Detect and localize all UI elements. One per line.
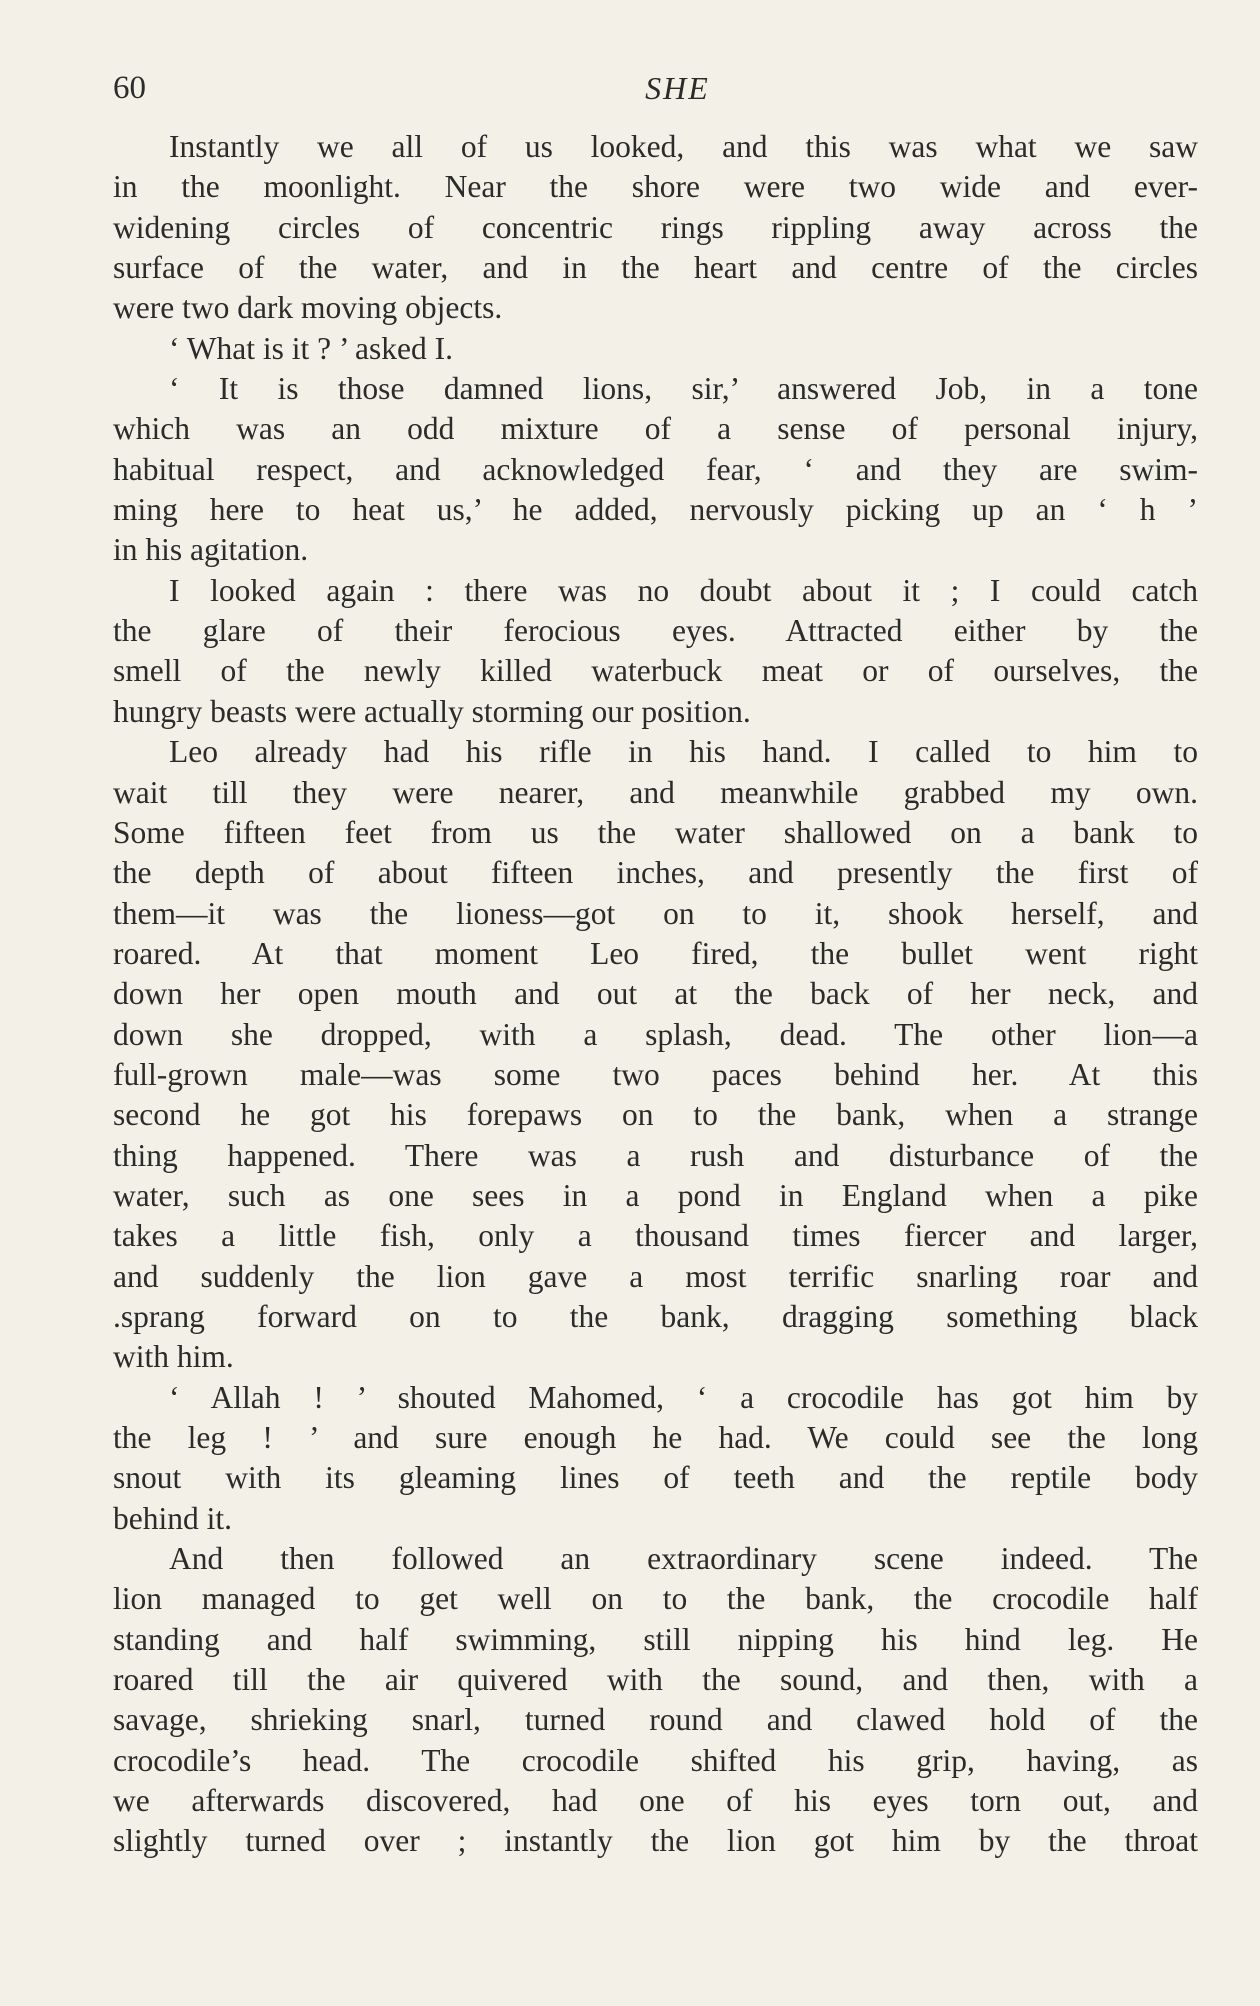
- text-line: savage, shrieking snarl, turned round and clawed hold of the: [113, 1702, 1198, 1738]
- text-line: smell of the newly killed waterbuck meat or of ourselves, the: [113, 653, 1198, 689]
- text-line: ‘ It is those damned lions, sir,’ answered Job, in a tone: [169, 371, 1198, 407]
- text-line: I looked again : there was no doubt about it ; I could catch: [169, 572, 1198, 608]
- text-line: full-grown male—was some two paces behind her. At this: [113, 1056, 1198, 1092]
- text-line: habitual respect, and acknowledged fear, ‘ and they are swim-: [113, 451, 1198, 487]
- text-line: Instantly we all of us looked, and this was what we saw: [169, 129, 1198, 164]
- text-line: lion managed to get well on to the bank, the crocodile half: [113, 1581, 1198, 1617]
- text-line: down her open mouth and out at the back of her neck, and: [113, 976, 1198, 1012]
- text-line: surface of the water, and in the heart and centre of the circles: [113, 250, 1198, 286]
- text-line: ming here to heat us,’ he added, nervously picking up an ‘ h ’: [113, 492, 1198, 528]
- page-number: 60: [113, 70, 146, 106]
- text-line: water, such as one sees in a pond in England when a pike: [113, 1177, 1198, 1213]
- text-line: .sprang forward on to the bank, dragging something black: [113, 1298, 1198, 1334]
- text-line: hungry beasts were actually storming our position.: [113, 693, 751, 729]
- text-line: which was an odd mixture of a sense of personal injury,: [113, 411, 1198, 447]
- running-title: SHE: [645, 70, 710, 106]
- text-line: standing and half swimming, still nipping his hind leg. He: [113, 1621, 1198, 1657]
- text-line: roared. At that moment Leo fired, the bullet went right: [113, 935, 1198, 971]
- text-line: widening circles of concentric rings rippling away across the: [113, 209, 1198, 245]
- text-line: wait till they were nearer, and meanwhile grabbed my own.: [113, 774, 1198, 810]
- text-line: crocodile’s head. The crocodile shifted his grip, having, as: [113, 1742, 1198, 1778]
- text-line: roared till the air quivered with the sound, and then, with a: [113, 1662, 1198, 1698]
- text-line: behind it.: [113, 1500, 232, 1536]
- text-line: and suddenly the lion gave a most terrific snarling roar and: [113, 1258, 1198, 1294]
- text-line: we afterwards discovered, had one of his eyes torn out, and: [113, 1783, 1198, 1819]
- page-header: [113, 68, 1198, 112]
- text-line: them—it was the lioness—got on to it, shook herself, and: [113, 895, 1198, 931]
- text-line: Some fifteen feet from us the water shallowed on a bank to: [113, 814, 1198, 850]
- text-line: takes a little fish, only a thousand times fiercer and larger,: [113, 1218, 1198, 1254]
- text-line: down she dropped, with a splash, dead. The other lion—a: [113, 1016, 1198, 1052]
- running-title-wrap: [113, 68, 1198, 108]
- text-line: Leo already had his rifle in his hand. I called to him to: [169, 734, 1198, 770]
- text-line: in his agitation.: [113, 532, 309, 568]
- text-line: with him.: [113, 1339, 234, 1375]
- text-line: ‘ What is it ? ’ asked I.: [169, 330, 453, 366]
- text-line: second he got his forepaws on to the bank, when a strange: [113, 1097, 1198, 1133]
- body-text: [113, 127, 1198, 1862]
- text-line: were two dark moving objects.: [113, 290, 503, 326]
- text-line: And then followed an extraordinary scene indeed. The: [169, 1541, 1198, 1577]
- text-line: thing happened. There was a rush and disturbance of the: [113, 1137, 1198, 1173]
- text-line: in the moonlight. Near the shore were two wide and ever-: [113, 169, 1198, 205]
- text-line: the glare of their ferocious eyes. Attracted either by the: [113, 613, 1198, 649]
- text-line: slightly turned over ; instantly the lion got him by the throat: [113, 1823, 1198, 1859]
- text-line: ‘ Allah ! ’ shouted Mahomed, ‘ a crocodile has got him by: [169, 1379, 1198, 1415]
- text-line: the depth of about fifteen inches, and presently the first of: [113, 855, 1198, 891]
- text-line: the leg ! ’ and sure enough he had. We could see the long: [113, 1420, 1198, 1455]
- text-line: snout with its gleaming lines of teeth and the reptile body: [113, 1460, 1198, 1496]
